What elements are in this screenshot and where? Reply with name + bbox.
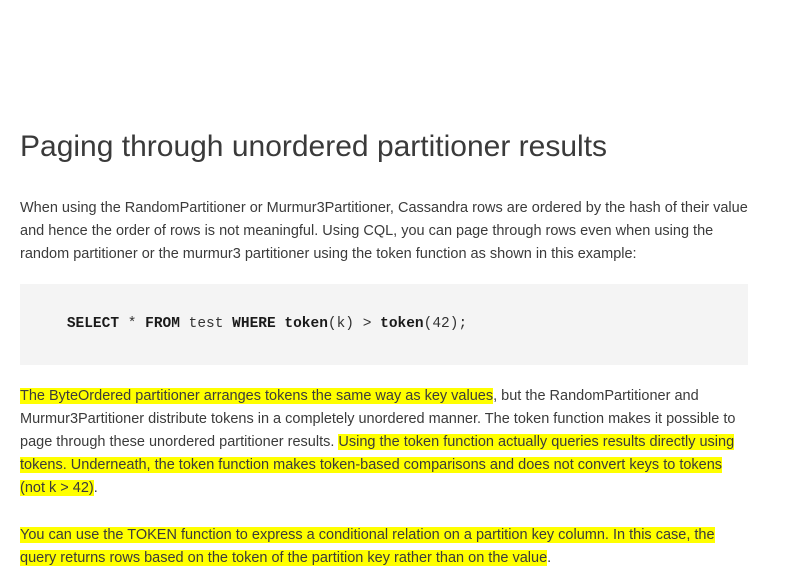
code-token-table: test (179, 315, 233, 332)
intro-paragraph: When using the RandomPartitioner or Murmur3Partitioner, Cassandra rows are ordered by the hash of their value and hence the order of rows is not meaningful. Using CQL, you can page through rows even when using the random partitioner or the murmur3 partitioner using the token function as shown in this example: (20, 199, 748, 262)
code-block (20, 284, 748, 365)
code-token-function-token-2: token (380, 315, 424, 332)
byteordered-paragraph (20, 385, 748, 500)
plain-text: , but the RandomPartitioner and Murmur3Partitioner distribute tokens in a completely unordered manner. The token function makes it possible to page through these unordered partitioner results. (20, 387, 736, 450)
highlighted-text: You can use the TOKEN function to express a conditional relation on a partition key column. In this case, the query returns rows based on the token of the partition key rather than on the value (20, 526, 715, 566)
page-title: Paging through unordered partitioner results (20, 130, 608, 163)
code-token-args-1: (k) > (327, 315, 381, 332)
plain-text: . (93, 479, 98, 496)
code-token-keyword-from: FROM (145, 315, 180, 332)
highlighted-text: Using the token function actually queries results directly using tokens. Underneath, the token function makes token-based comparisons and does not convert keys to tokens (not k > 42) (20, 433, 735, 496)
code-token-function-token-1: token (284, 315, 328, 332)
code-token-star: * (119, 315, 146, 332)
token-function-paragraph (20, 524, 748, 570)
code-token-args-2: (42); (423, 315, 468, 332)
code-token-keyword-select: SELECT (66, 315, 120, 332)
plain-text: . (547, 549, 552, 566)
highlighted-text: The ByteOrdered partitioner arranges tokens the same way as key values (20, 387, 494, 404)
code-token-keyword-where: WHERE (232, 315, 276, 332)
